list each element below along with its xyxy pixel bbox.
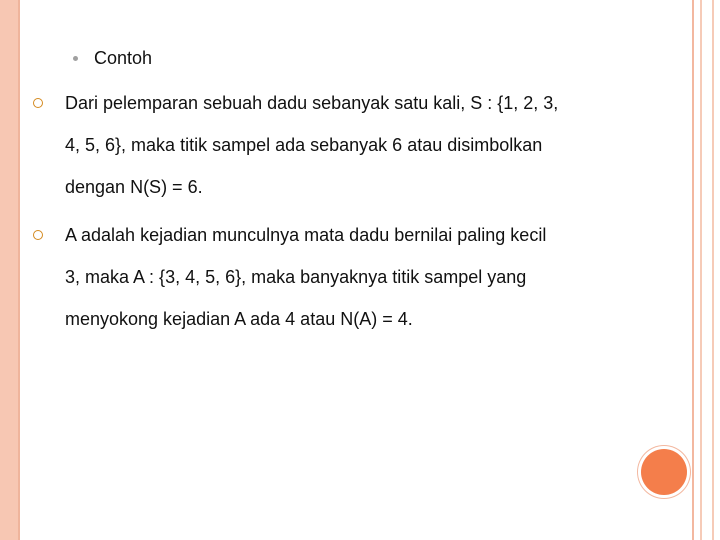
paragraph-line: 3, maka A : {3, 4, 5, 6}, maka banyaknya titik sampel yang xyxy=(65,267,527,287)
paragraph-line: Dari pelemparan sebuah dadu sebanyak satu kali, S : {1, 2, 3, xyxy=(65,93,559,113)
slide-heading: Contoh xyxy=(94,48,153,68)
right-frame-border xyxy=(692,0,720,540)
dot-bullet-icon xyxy=(73,56,78,61)
accent-circle-decoration xyxy=(641,449,687,495)
left-frame-line xyxy=(18,0,20,540)
right-frame-line-inner xyxy=(700,0,702,540)
paragraph-line: menyokong kejadian A ada 4 atau N(A) = 4. xyxy=(65,309,413,329)
right-frame-line-outer xyxy=(712,0,714,540)
circle-bullet-icon xyxy=(33,98,43,108)
paragraph-line: A adalah kejadian munculnya mata dadu bernilai paling kecil xyxy=(65,225,547,245)
left-frame-bar xyxy=(0,0,18,540)
heading-row xyxy=(73,48,152,69)
circle-bullet-icon xyxy=(33,230,43,240)
paragraph-line: dengan N(S) = 6. xyxy=(65,177,203,197)
paragraph-line: 4, 5, 6}, maka titik sampel ada sebanyak 6 atau disimbolkan xyxy=(65,135,543,155)
paragraph-1 xyxy=(65,82,625,208)
paragraph-2 xyxy=(65,214,625,340)
